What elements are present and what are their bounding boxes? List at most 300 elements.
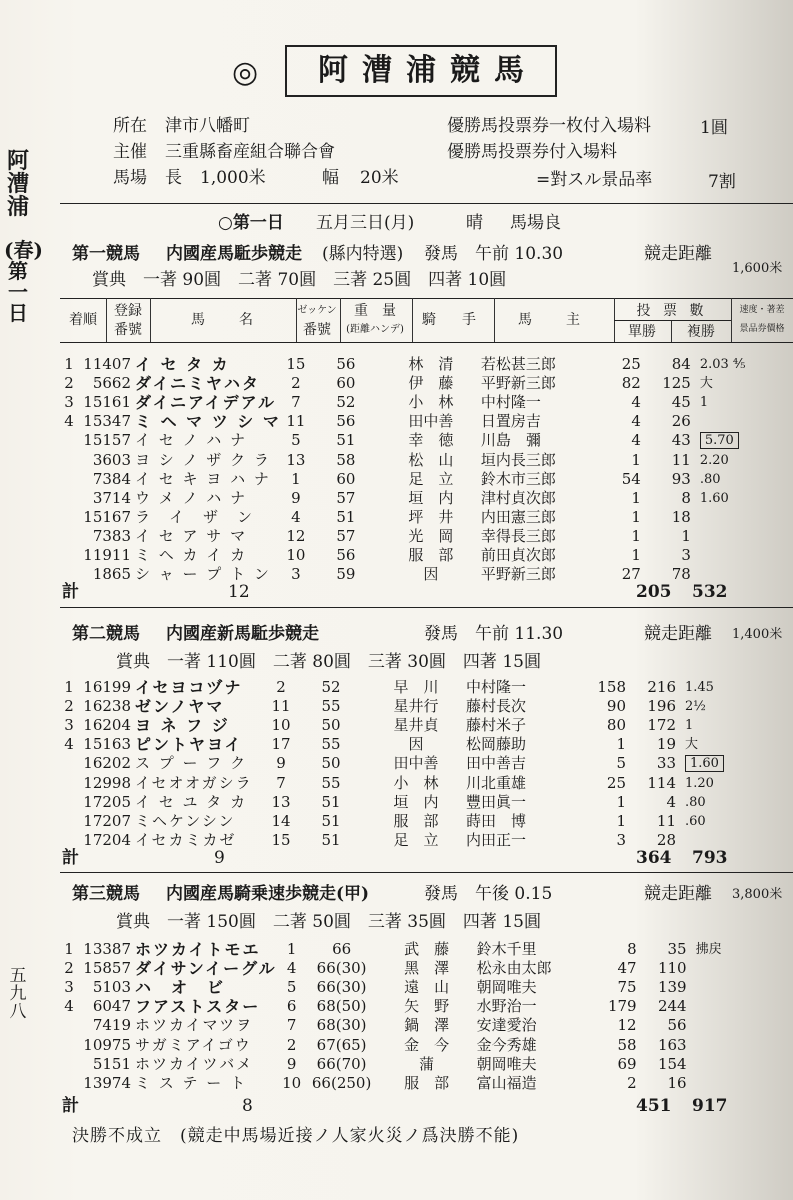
payout: 2.20 xyxy=(699,452,729,468)
zekken-number: 17 xyxy=(271,735,291,754)
width-value: 20米 xyxy=(360,168,399,188)
owner: 富山福造 xyxy=(476,1073,537,1092)
reg-number: 17204 xyxy=(83,830,131,849)
race1-count: 12 xyxy=(228,582,250,602)
weight-cell xyxy=(307,940,377,959)
rank-cell xyxy=(60,1055,78,1074)
payout-cell xyxy=(676,812,736,831)
owner: 藤村長次 xyxy=(466,697,527,716)
zekken-number-cell xyxy=(266,773,296,792)
reg-number: 15857 xyxy=(83,959,131,978)
jockey: 因 xyxy=(423,565,439,584)
race2-place-total: 793 xyxy=(692,848,728,868)
horse-name-cell xyxy=(133,565,281,584)
weight: 60 xyxy=(336,374,356,393)
weight: 51 xyxy=(321,792,341,811)
zekken-number-cell xyxy=(281,565,311,584)
jockey-cell xyxy=(381,527,481,546)
zekken-number-cell xyxy=(277,959,307,978)
place-votes: 216 xyxy=(647,678,676,697)
rank: 1 xyxy=(64,355,74,374)
horse-name: イ セ ア サ マ xyxy=(135,526,248,545)
rank: 4 xyxy=(64,735,74,754)
rank-cell xyxy=(60,393,78,412)
win-votes: 4 xyxy=(631,393,641,412)
place-votes: 56 xyxy=(667,1016,687,1035)
header-divider xyxy=(731,298,732,342)
payout-cell xyxy=(691,546,751,565)
header-divider xyxy=(340,298,341,342)
header-divider xyxy=(106,298,107,342)
payout-cell xyxy=(691,450,751,469)
zekken-number: 2 xyxy=(276,678,286,697)
win-votes: 1 xyxy=(616,735,626,754)
horse-name: ダイニアイデアル xyxy=(135,392,276,412)
race3-title: 第三競馬 xyxy=(72,884,140,904)
weight-cell xyxy=(311,527,381,546)
reg-number: 5151 xyxy=(92,1054,131,1073)
payout-cell xyxy=(676,697,736,716)
place-votes: 43 xyxy=(671,431,691,450)
day-date: 五月三日(月) xyxy=(316,213,415,233)
payout-cell xyxy=(676,831,736,850)
rank-cell xyxy=(60,754,78,773)
payout-cell xyxy=(676,793,736,812)
zekken-number-cell xyxy=(281,355,311,374)
place-votes: 35 xyxy=(667,940,687,959)
reg-number: 11911 xyxy=(83,545,131,564)
weight: 57 xyxy=(336,526,356,545)
owner-cell xyxy=(477,1074,587,1093)
jockey-cell xyxy=(366,754,466,773)
win-votes: 80 xyxy=(606,716,626,735)
weight: 52 xyxy=(336,393,356,412)
race1-win-total: 205 xyxy=(636,582,672,602)
owner: 平野新三郎 xyxy=(480,565,556,584)
race2-count: 9 xyxy=(214,848,225,868)
jockey: 服 部 xyxy=(393,811,439,830)
jockey-cell xyxy=(366,716,466,735)
place-votes: 163 xyxy=(657,1035,687,1054)
win-votes: 179 xyxy=(607,997,637,1016)
payout-cell xyxy=(691,431,751,450)
win-votes: 1 xyxy=(616,792,626,811)
weight-cell xyxy=(296,812,366,831)
page-number: 五九八 xyxy=(9,966,27,1022)
owner-cell xyxy=(466,735,576,754)
owner: 安達愛治 xyxy=(476,1016,537,1035)
horse-name: イセカミカゼ xyxy=(135,830,237,849)
rank: 2 xyxy=(64,697,74,716)
table-row xyxy=(60,997,747,1016)
table-row xyxy=(60,773,736,792)
place-votes: 93 xyxy=(671,469,691,488)
weight-cell xyxy=(311,412,381,431)
race2-prize: 賞典 一著 110圓 二著 80圓 三著 30圓 四著 15圓 xyxy=(116,652,541,672)
rank-cell xyxy=(60,735,78,754)
jockey-cell xyxy=(366,831,466,850)
win-votes: 5 xyxy=(616,754,626,773)
jockey: 小 林 xyxy=(408,393,454,412)
table-row xyxy=(60,697,736,716)
owner-cell xyxy=(466,697,576,716)
rank: 3 xyxy=(64,393,74,412)
weight: 50 xyxy=(321,754,341,773)
owner-cell xyxy=(466,678,576,697)
horse-name-cell xyxy=(133,527,281,546)
header-pay1: 速度・著差 xyxy=(739,305,785,315)
win-votes-cell xyxy=(587,978,637,997)
rank-cell xyxy=(60,997,78,1016)
weight: 56 xyxy=(336,355,356,374)
race2-total-label: 計 xyxy=(62,848,79,868)
payout: 2.03 ⅘ xyxy=(699,357,746,373)
zekken-number-cell xyxy=(277,1055,307,1074)
rank: 3 xyxy=(64,978,74,997)
place-votes-cell xyxy=(641,412,691,431)
horse-name: ラ イ ザ ン xyxy=(135,507,255,526)
win-votes: 27 xyxy=(621,565,641,584)
win-votes-cell xyxy=(587,940,637,959)
race3-start: 發馬 午後 0.15 xyxy=(424,884,553,904)
win-votes-cell xyxy=(576,773,626,792)
place-votes-cell xyxy=(641,374,691,393)
weight-cell xyxy=(307,1016,377,1035)
reg-number-cell xyxy=(78,812,133,831)
race2-start: 發馬 午前 11.30 xyxy=(424,624,564,644)
place-votes: 3 xyxy=(681,545,691,564)
zekken-number: 10 xyxy=(271,716,291,735)
weight-cell xyxy=(296,735,366,754)
reg-number: 11407 xyxy=(83,355,131,374)
win-votes: 2 xyxy=(627,1073,637,1092)
payout: 5.70 xyxy=(700,432,739,449)
zekken-number: 15 xyxy=(286,355,306,374)
payout: 1.60 xyxy=(685,755,724,772)
weight: 56 xyxy=(336,545,356,564)
host-label: 主催 xyxy=(113,142,147,162)
race2-win-total: 364 xyxy=(636,848,672,868)
reg-number: 15161 xyxy=(83,393,131,412)
place-votes: 18 xyxy=(671,507,691,526)
win-votes-cell xyxy=(576,678,626,697)
reg-number-cell xyxy=(78,978,133,997)
zekken-number: 7 xyxy=(276,773,286,792)
reg-number: 5103 xyxy=(92,978,131,997)
zekken-number-cell xyxy=(277,940,307,959)
reg-number: 13387 xyxy=(83,940,131,959)
owner: 中村隆一 xyxy=(480,393,541,412)
header-owner: 馬 主 xyxy=(518,312,590,328)
owner: 豐田眞一 xyxy=(466,792,527,811)
owner: 金今秀雄 xyxy=(476,1035,537,1054)
owner-cell xyxy=(477,1055,587,1074)
race3-win-total: 451 xyxy=(636,1096,672,1116)
win-votes-cell xyxy=(591,431,641,450)
reg-number-cell xyxy=(78,527,133,546)
jockey-cell xyxy=(381,374,481,393)
payout-cell xyxy=(687,1055,747,1074)
reg-number-cell xyxy=(78,431,133,450)
header-divider xyxy=(412,298,413,342)
jockey: 松 山 xyxy=(408,450,454,469)
header-divider xyxy=(494,298,495,342)
table-row xyxy=(60,959,747,978)
rank: 4 xyxy=(64,412,74,431)
win-votes: 12 xyxy=(617,1016,637,1035)
place-votes-cell xyxy=(626,735,676,754)
zekken-number-cell xyxy=(281,546,311,565)
horse-name-cell xyxy=(133,978,277,997)
horse-name-cell xyxy=(133,489,281,508)
footer-note: 決勝不成立 (競走中馬場近接ノ人家火災ノ爲決勝不能) xyxy=(72,1126,520,1146)
rank: 3 xyxy=(64,716,74,735)
header-rank: 着順 xyxy=(69,312,97,328)
reg-number-cell xyxy=(78,793,133,812)
horse-name: ピントヤヨイ xyxy=(135,734,243,754)
horse-name-cell xyxy=(133,450,281,469)
win-votes-cell xyxy=(576,697,626,716)
reg-number-cell xyxy=(78,470,133,489)
horse-name: ゼンノヤマ xyxy=(135,696,225,716)
weight-cell xyxy=(296,754,366,773)
table-row xyxy=(60,546,751,565)
horse-name: ヨ ネ フ ジ xyxy=(135,715,230,735)
rank: 2 xyxy=(64,959,74,978)
payout: 大 xyxy=(685,737,699,753)
jockey: 坪 井 xyxy=(408,507,454,526)
jockey: 光 岡 xyxy=(408,526,454,545)
table-row xyxy=(60,812,736,831)
horse-name: ダイサンイーグル xyxy=(135,958,277,978)
horse-name: イ セ ノ ハ ナ xyxy=(135,431,248,450)
owner-cell xyxy=(481,527,591,546)
win-votes-cell xyxy=(587,1035,637,1054)
payout-cell xyxy=(691,355,751,374)
race3-place-total: 917 xyxy=(692,1096,728,1116)
zekken-number: 10 xyxy=(282,1073,302,1092)
reg-number: 16238 xyxy=(83,697,131,716)
owner: 蒔田 博 xyxy=(466,811,527,830)
place-votes: 26 xyxy=(671,412,691,431)
owner-cell xyxy=(466,773,576,792)
jockey: 田中善 xyxy=(408,412,454,431)
reg-number: 16202 xyxy=(83,754,131,773)
reg-number-cell xyxy=(78,508,133,527)
horse-name-cell xyxy=(133,697,266,716)
win-votes: 1 xyxy=(631,450,641,469)
weight-cell xyxy=(296,678,366,697)
owner-cell xyxy=(477,940,587,959)
horse-name: ハ オ ビ xyxy=(135,977,226,997)
table-row xyxy=(60,831,736,850)
jockey: 小 林 xyxy=(393,773,439,792)
header-place: 複勝 xyxy=(687,324,715,340)
reg-number: 17207 xyxy=(83,811,131,830)
race3-table xyxy=(60,940,747,1093)
fee1-value: 1圓 xyxy=(700,118,728,138)
weight-cell xyxy=(311,374,381,393)
rank-cell xyxy=(60,489,78,508)
weight: 67(65) xyxy=(316,1035,367,1054)
reg-number: 3714 xyxy=(92,488,131,507)
table-row xyxy=(60,1035,747,1054)
reg-number-cell xyxy=(78,412,133,431)
horse-name-cell xyxy=(133,831,266,850)
owner-cell xyxy=(481,450,591,469)
place-votes: 139 xyxy=(657,978,687,997)
weight-cell xyxy=(307,1074,377,1093)
table-row xyxy=(60,1074,747,1093)
payout-cell xyxy=(676,773,736,792)
rank-cell xyxy=(60,470,78,489)
zekken-number-cell xyxy=(277,1074,307,1093)
place-votes-cell xyxy=(641,546,691,565)
race2-dist-label: 競走距離 xyxy=(644,624,712,644)
win-votes-cell xyxy=(587,1074,637,1093)
jockey-cell xyxy=(377,959,477,978)
place-votes: 28 xyxy=(656,830,676,849)
win-votes-cell xyxy=(587,959,637,978)
place-votes: 114 xyxy=(647,773,676,792)
win-votes: 54 xyxy=(621,469,641,488)
horse-name-cell xyxy=(133,1035,277,1054)
page-title: 阿漕浦競馬 xyxy=(285,45,557,97)
rank-cell xyxy=(60,355,78,374)
reg-number-cell xyxy=(78,565,133,584)
rate-label: =對スル景品率 xyxy=(536,170,653,190)
win-votes: 75 xyxy=(617,978,637,997)
horse-name-cell xyxy=(133,355,281,374)
jockey-cell xyxy=(366,793,466,812)
win-votes: 25 xyxy=(606,773,626,792)
header-rule-top xyxy=(60,298,793,299)
horse-name: イ セ ユ タ カ xyxy=(135,792,248,811)
horse-name-cell xyxy=(133,374,281,393)
place-votes: 19 xyxy=(656,735,676,754)
weight: 66(30) xyxy=(316,978,367,997)
jockey-cell xyxy=(381,508,481,527)
rank-cell xyxy=(60,431,78,450)
win-votes: 158 xyxy=(597,678,626,697)
race1-start: 發馬 午前 10.30 xyxy=(424,244,564,264)
weight: 66(70) xyxy=(316,1054,367,1073)
zekken-number: 4 xyxy=(291,507,301,526)
payout-cell xyxy=(687,959,747,978)
table-row xyxy=(60,450,751,469)
owner-cell xyxy=(481,508,591,527)
jockey: 足 立 xyxy=(408,469,454,488)
owner: 津村貞次郎 xyxy=(480,488,556,507)
owner-cell xyxy=(466,812,576,831)
jockey: 伊 藤 xyxy=(408,374,454,393)
jockey-cell xyxy=(377,1016,477,1035)
zekken-number: 9 xyxy=(291,488,301,507)
win-votes: 1 xyxy=(631,545,641,564)
race1-table xyxy=(60,355,751,584)
win-votes-cell xyxy=(576,831,626,850)
owner: 朝岡唯夫 xyxy=(476,1054,537,1073)
jockey-cell xyxy=(377,1074,477,1093)
place-votes: 125 xyxy=(662,374,691,393)
horse-name: ホツカイツバメ xyxy=(135,1054,254,1073)
horse-name-cell xyxy=(133,546,281,565)
reg-number-cell xyxy=(78,997,133,1016)
reg-number: 15167 xyxy=(83,507,131,526)
jockey-cell xyxy=(381,470,481,489)
win-votes: 1 xyxy=(631,526,641,545)
zekken-number-cell xyxy=(266,812,296,831)
weight-cell xyxy=(296,716,366,735)
rank-cell xyxy=(60,773,78,792)
horse-name-cell xyxy=(133,716,266,735)
table-row xyxy=(60,940,747,959)
horse-name-cell xyxy=(133,997,277,1016)
place-votes: 16 xyxy=(667,1073,687,1092)
win-votes-cell xyxy=(591,470,641,489)
rank-cell xyxy=(60,412,78,431)
sidebar-title: 阿漕浦 xyxy=(6,148,29,221)
rank-cell xyxy=(60,508,78,527)
weight: 51 xyxy=(321,811,341,830)
rank-cell xyxy=(60,793,78,812)
jockey-cell xyxy=(381,393,481,412)
owner: 幸得長三郎 xyxy=(480,526,556,545)
place-votes: 1 xyxy=(681,526,691,545)
reg-number: 15163 xyxy=(83,735,131,754)
table-row xyxy=(60,978,747,997)
win-votes: 3 xyxy=(616,830,626,849)
payout: 1.20 xyxy=(685,775,714,791)
jockey: 服 部 xyxy=(408,545,454,564)
place-votes: 33 xyxy=(656,754,676,773)
horse-name: イセヨコヅナ xyxy=(135,677,243,697)
horse-name-cell xyxy=(133,773,266,792)
weight: 51 xyxy=(321,830,341,849)
win-votes-cell xyxy=(587,997,637,1016)
jockey: 因 xyxy=(408,735,424,754)
race1-dist-label: 競走距離 xyxy=(644,244,712,264)
owner: 鈴木市三郎 xyxy=(480,469,556,488)
race2-kind: 内國産新馬駈歩競走 xyxy=(166,624,319,644)
owner-cell xyxy=(477,1016,587,1035)
reg-number-cell xyxy=(78,716,133,735)
win-votes: 4 xyxy=(631,431,641,450)
weight-cell xyxy=(296,773,366,792)
weight: 60 xyxy=(336,469,356,488)
reg-number-cell xyxy=(78,450,133,469)
rule-top xyxy=(60,203,793,204)
reg-number-cell xyxy=(78,1016,133,1035)
horse-name-cell xyxy=(133,959,277,978)
zekken-number: 11 xyxy=(271,697,291,716)
place-votes-cell xyxy=(637,997,687,1016)
weight: 68(50) xyxy=(316,997,367,1016)
weight: 58 xyxy=(336,450,356,469)
zekken-number: 11 xyxy=(286,412,306,431)
owner: 平野新三郎 xyxy=(480,374,556,393)
zekken-number-cell xyxy=(281,393,311,412)
zekken-number: 2 xyxy=(291,374,301,393)
payout-cell xyxy=(687,1074,747,1093)
reg-number: 7383 xyxy=(92,526,131,545)
horse-name: ホツカイマツヲ xyxy=(135,1016,254,1035)
horse-name-cell xyxy=(133,1016,277,1035)
win-votes: 1 xyxy=(631,488,641,507)
weight: 55 xyxy=(321,773,341,792)
reg-number: 15347 xyxy=(83,412,131,431)
weight-cell xyxy=(311,355,381,374)
